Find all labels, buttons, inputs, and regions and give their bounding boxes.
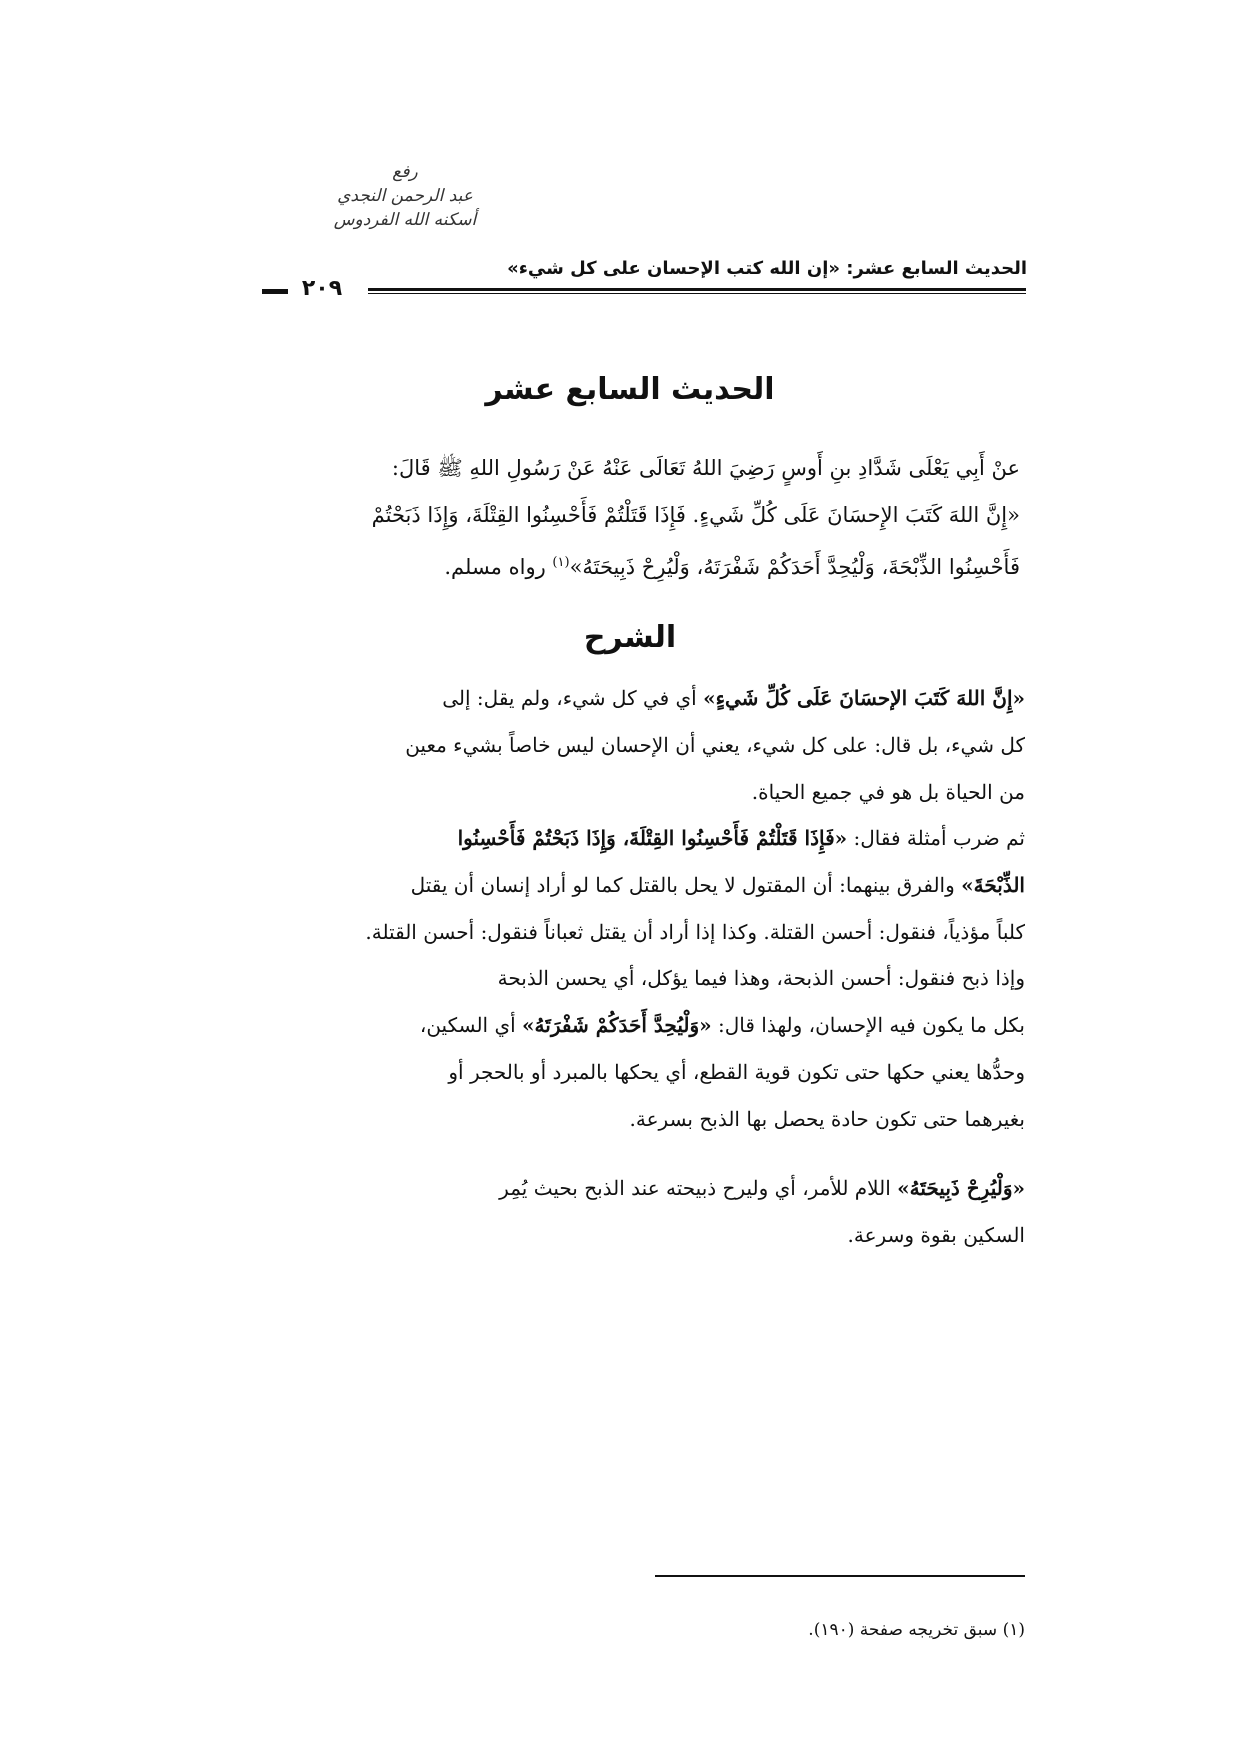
commentary-line [240, 1002, 1025, 1049]
commentary-line [240, 769, 1025, 816]
commentary-line [240, 1049, 1025, 1096]
commentary-line [240, 722, 1025, 769]
library-stamp [330, 160, 480, 290]
plain-text: والفرق بينهما: أن المقتول لا يحل بالقتل كما لو أراد إنسان أن يقتل [410, 873, 962, 897]
commentary-line [240, 909, 1025, 956]
hadith-text [240, 445, 1020, 591]
chapter-title: الحديث السابع عشر [485, 372, 775, 407]
plain-text: كلباً مؤذياً، فنقول: أحسن القتلة. وكذا إذا أراد أن يقتل ثعباناً فنقول: أحسن القتلة. [365, 920, 1025, 944]
plain-text: بغيرهما حتى تكون حادة يحصل بها الذبح بسرعة. [629, 1107, 1025, 1131]
quoted-text: «وَلْيُحِدَّ أَحَدَكُمْ شَفْرَتَهُ» [522, 1013, 712, 1037]
hadith-line: «إِنَّ اللهَ كَتَبَ الإِحسَانَ عَلَى كُلِّ شَيءٍ. فَإِذَا قَتَلْتُمْ فَأَحْسِنُوا القِتْلَةَ، وَإِذَا ذَبَحْتُمْ [371, 503, 1020, 527]
footnote-reference: (١) [552, 555, 570, 570]
quoted-text: الذِّبْحَةَ» [961, 873, 1025, 897]
quoted-text: «إِنَّ اللهَ كَتَبَ الإحسَانَ عَلَى كُلِّ شَيءٍ» [703, 686, 1025, 710]
quoted-text: «وَلْيُرِحْ ذَبِيحَتَهُ» [897, 1176, 1025, 1200]
running-header-title: الحديث السابع عشر: «إن الله كتب الإحسان على كل شيء» [507, 258, 1027, 279]
footnote: (١) سبق تخريجه صفحة (١٩٠). [808, 1620, 1025, 1640]
quoted-text: «فَإِذَا قَتَلْتُمْ فَأَحْسِنُوا القِتْلَةَ، وَإِذَا ذَبَحْتُمْ فَأَحْسِنُوا [457, 826, 848, 850]
commentary-paragraph [240, 675, 1025, 816]
plain-text: كل شيء، بل قال: على كل شيء، يعني أن الإحسان ليس خاصاً بشيء معين [405, 733, 1025, 757]
section-title: الشرح [583, 620, 677, 655]
plain-text: بكل ما يكون فيه الإحسان، ولهذا قال: [711, 1013, 1025, 1037]
footnote-separator [655, 1575, 1025, 1577]
plain-text: من الحياة بل هو في جميع الحياة. [751, 780, 1025, 804]
plain-text: ثم ضرب أمثلة فقال: [847, 826, 1025, 850]
commentary-line [240, 1096, 1025, 1143]
commentary-line [240, 1212, 1025, 1259]
stamp-line: عبد الرحمن النجدي [337, 186, 473, 206]
hadith-narrator: رواه مسلم. [444, 555, 546, 579]
page-number: ٢٠٩ [301, 276, 343, 301]
commentary-line [240, 955, 1025, 1002]
header-rule [368, 288, 1026, 294]
commentary-line [240, 815, 1025, 862]
commentary-paragraph [240, 815, 1025, 956]
hadith-line [240, 539, 1020, 591]
commentary-line [240, 675, 1025, 722]
plain-text: اللام للأمر، أي وليرح ذبيحته عند الذبح بحيث يُمِر [499, 1176, 898, 1200]
hadith-line-text: فَأَحْسِنُوا الذِّبْحَةَ، وَلْيُحِدَّ أَحَدَكُمْ شَفْرَتَهُ، وَلْيُرِحْ ذَبِيحَتَهُ» [569, 555, 1020, 579]
plain-text: وحدُّها يعني حكها حتى تكون قوية القطع، أي يحكها بالمبرد أو بالحجر أو [448, 1060, 1025, 1084]
commentary-line [240, 862, 1025, 909]
plain-text: أي السكين، [419, 1013, 523, 1037]
plain-text: السكين بقوة وسرعة. [847, 1223, 1025, 1247]
stamp-line: أسكنه الله الفردوس [333, 210, 477, 230]
commentary-line [240, 1165, 1025, 1212]
commentary-paragraph [240, 1165, 1025, 1259]
commentary-paragraph [240, 955, 1025, 1143]
hadith-line: عنْ أَبِي يَعْلَى شَدَّادِ بنِ أَوسٍ رَضِيَ اللهُ تَعَالَى عَنْهُ عَنْ رَسُولِ اللهِ ﷺ قَالَ: [391, 456, 1020, 480]
plain-text: أي في كل شيء، ولم يقل: إلى [442, 686, 704, 710]
stamp-line: رفع [392, 162, 418, 182]
plain-text: وإذا ذبح فنقول: أحسن الذبحة، وهذا فيما يؤكل، أي يحسن الذبحة [497, 966, 1025, 990]
